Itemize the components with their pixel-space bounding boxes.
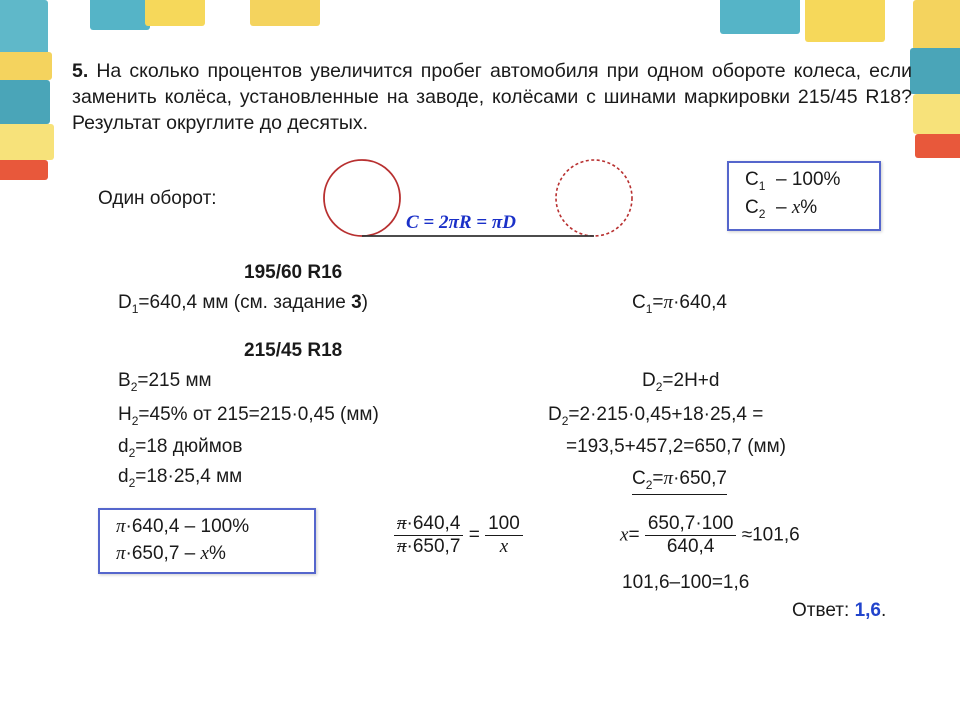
book-shape: [720, 0, 800, 34]
c2-dash: –: [775, 197, 792, 218]
c2-value: ·650,7: [673, 468, 727, 489]
d1-value: =640,4 мм (см. задание: [138, 292, 352, 313]
h2-symbol: H: [118, 404, 132, 425]
d2-subscript: 2: [128, 476, 136, 490]
equals-sign: =: [652, 468, 664, 489]
b2-symbol: B: [118, 370, 131, 391]
wheel-circle-dashed: [556, 160, 632, 236]
solution-fraction: [645, 513, 737, 558]
ratio-bottom-line2: [116, 543, 226, 565]
tire2-diameter-result: =193,5+457,2=650,7 (мм): [566, 436, 786, 457]
tire2-rim-inches: [118, 436, 242, 460]
pi-symbol: π: [397, 513, 407, 534]
task-reference: 3: [351, 292, 362, 313]
c2-subscript: 2: [758, 207, 766, 221]
pi-symbol: π: [663, 292, 674, 313]
one-turn-label: Один оборот:: [98, 188, 217, 209]
ratio-box-top: [727, 161, 881, 231]
h2-value: =45% от 215=215·0,45 (мм): [138, 404, 379, 425]
x-variable: x: [791, 197, 801, 218]
ratio-line2-value: ·650,7 –: [125, 543, 201, 564]
b2-value: =215 мм: [137, 370, 212, 391]
c1-value: ·640,4: [673, 292, 727, 313]
tire2-diameter-formula: [642, 370, 719, 394]
d2-inches-value: =18 дюймов: [135, 436, 243, 457]
book-shape: [913, 0, 960, 50]
b2-subscript: 2: [130, 380, 138, 394]
books-decoration-top-right: [720, 0, 890, 58]
ratio-bottom-line1: [116, 516, 249, 538]
c1-subscript: 1: [645, 302, 653, 316]
tire2-circumference: [632, 468, 727, 495]
equals-sign: =: [628, 524, 640, 546]
D2-subscript: 2: [655, 380, 663, 394]
percent-sign: %: [800, 197, 818, 218]
tire2-height: [118, 404, 379, 428]
left-numerator: [394, 513, 463, 536]
book-shape: [913, 94, 960, 134]
equals-sign: =: [468, 524, 480, 546]
percent-sign: %: [208, 543, 226, 564]
problem-block: [72, 58, 912, 136]
x-variable: x: [200, 543, 209, 564]
left-denominator: [394, 536, 463, 558]
solution-numerator: 650,7·100: [645, 513, 737, 536]
tire2-diameter-calc: [548, 404, 763, 428]
c1-symbol: C: [632, 292, 646, 313]
problem-statement: [72, 58, 912, 136]
book-shape: [0, 80, 50, 124]
d2-subscript: 2: [128, 446, 136, 460]
x-variable: x: [620, 524, 629, 546]
c1-value: – 100%: [775, 169, 841, 190]
pi-symbol: π: [397, 536, 407, 557]
answer: [792, 600, 886, 622]
ratio-top-line2: [745, 197, 817, 221]
book-shape: [90, 0, 150, 30]
book-shape: [250, 0, 320, 26]
h2-subscript: 2: [131, 414, 139, 428]
c1-subscript: 1: [758, 179, 766, 193]
tire2-heading: 215/45 R18: [244, 340, 343, 361]
tire1-diameter: [118, 292, 368, 316]
book-shape: [910, 48, 960, 94]
d1-close-paren: ): [361, 292, 368, 313]
circumference-formula: C = 2πR = πD: [406, 212, 516, 233]
proportion: [394, 513, 523, 558]
d1-symbol: D: [118, 292, 132, 313]
book-shape: [0, 0, 48, 60]
answer-value: 1,6: [854, 600, 881, 621]
pi-symbol: π: [116, 516, 126, 537]
d2-symbol: d: [118, 436, 129, 457]
D2-symbol: D: [548, 404, 562, 425]
problem-text: На сколько процентов увеличится пробег автомобиля при одном обороте колеса, если заменить колёса, установленные на заводе, колёсами с шинами маркировки 215/45 R18? Результат округлите до десятых.: [72, 60, 912, 134]
problem-number: 5.: [72, 60, 89, 82]
denominator-value: ·650,7: [406, 536, 461, 557]
ratio-box-bottom: [98, 508, 316, 574]
proportion-left-fraction: [394, 513, 463, 558]
c1-symbol: C: [745, 169, 759, 190]
solution-difference: 101,6–100=1,6: [622, 572, 750, 593]
D2-symbol: D: [642, 370, 656, 391]
books-decoration-top: [90, 0, 210, 58]
book-shape: [0, 124, 54, 160]
wheel-circle-solid: [324, 160, 400, 236]
solution-x: [620, 513, 800, 558]
answer-dot: .: [880, 600, 887, 621]
books-decoration-top-mid: [250, 0, 330, 40]
book-shape: [0, 52, 52, 80]
tire2-width: [118, 370, 212, 394]
d1-subscript: 1: [131, 302, 139, 316]
book-shape: [0, 160, 48, 180]
c2-symbol: C: [632, 468, 646, 489]
equals-sign: =: [652, 292, 664, 313]
book-shape: [145, 0, 205, 26]
books-decoration-right: [905, 0, 960, 330]
right-numerator: 100: [485, 513, 523, 536]
d2-mm-value: =18·25,4 мм: [135, 466, 243, 487]
pi-symbol: π: [116, 543, 126, 564]
ratio-line1-value: ·640,4 – 100%: [125, 516, 250, 537]
solution-denominator: 640,4: [666, 536, 715, 557]
proportion-right-fraction: [485, 513, 523, 558]
tire1-heading: 195/60 R16: [244, 262, 343, 283]
answer-label: Ответ:: [792, 600, 855, 621]
right-denominator: x: [499, 536, 509, 557]
ratio-top-line1: [745, 169, 840, 193]
D2-formula: =2H+d: [662, 370, 720, 391]
c2-symbol: C: [745, 197, 759, 218]
c2-subscript: 2: [645, 478, 653, 492]
D2-calculation: =2·215·0,45+18·25,4 =: [568, 404, 764, 425]
book-shape: [805, 0, 885, 42]
book-shape: [915, 134, 960, 158]
d2-symbol: d: [118, 466, 129, 487]
solution-approx: ≈101,6: [741, 524, 800, 546]
pi-symbol: π: [663, 468, 674, 489]
D2-subscript: 2: [561, 414, 569, 428]
tire2-rim-mm: [118, 466, 242, 490]
tire1-circumference: [632, 292, 727, 316]
numerator-value: ·640,4: [406, 513, 461, 534]
